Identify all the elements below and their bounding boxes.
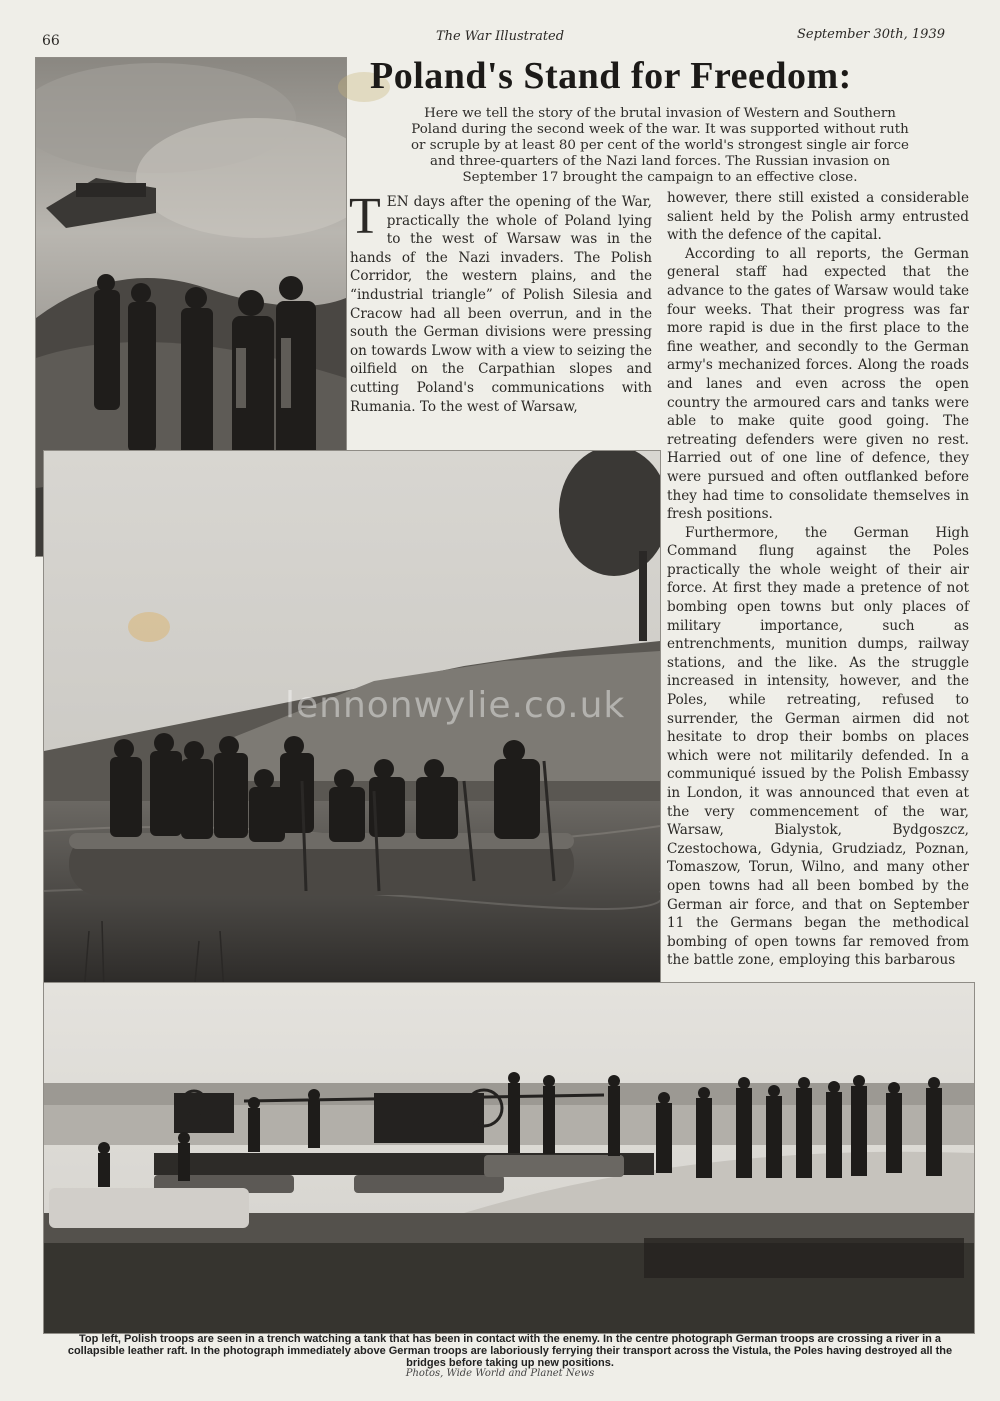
paper-stain [128,612,170,642]
column-2-paragraph-2: According to all reports, the German general staff had expected that the advance to the gates of Warsaw would take four weeks. That their progress was far more rapid is due in the first place to the fine weather, and secondly to the German army's mechanized forces. Along the roads and lanes and even across the open country the armoured cars and tanks were able to make quite good going. The retreating defenders were given no rest. Harried out of one line of defence, they were pursued and often outflanked before they had time to consolidate themselves in fresh positions. [667,245,969,523]
page-number: 66 [42,33,60,49]
ferry-photo [43,982,975,1334]
column-1-text: EN days after the opening of the War, practically the whole of Poland lying to the west of Warsaw was in the hands of the Nazi invaders. The Polish Corridor, the western plains, and the “industrial triangle” of Polish Silesia and Cracow had all been overrun, and in the south the German divisions were pressing on towards Lwow with a view to seizing the oilfield on the Carpathian slopes and cutting Poland's communications with Rumania. To the west of Warsaw, [350,194,652,415]
article-column-2 [667,189,969,970]
publication-title: The War Illustrated [435,29,565,44]
photo-credit: Photos, Wide World and Planet News [405,1368,595,1379]
column-2-paragraph-1: however, there still existed a considerable salient held by the Polish army entrusted with the defence of the capital. [667,190,969,244]
ferry-photo-image [44,983,974,1333]
standfirst: Here we tell the story of the brutal invasion of Western and Southern Poland during the second week of the war. It was supported without ruth or scruple by at least 80 per cent of the world's strongest single air force and three-quarters of the Nazi land forces. The Russian invasion on September 17 brought the campaign to an effective close. [411,106,909,185]
column-2-paragraph-3: Furthermore, the German High Command flung against the Poles practically the whole weight of their air force. At first they made a pretence of not bombing open towns but only places of military importance, such as entrenchments, munition dumps, railway stations, and the like. As the struggle increased in intensity, however, and the Poles, while retreating, refused to surrender, the German airmen did not hesitate to drop their bombs on places which were not militarily defended. In a communiqué issued by the Polish Embassy in London, it was announced that even at the very commencement of the war, Warsaw, Bialystok, Bydgoszcz, Czestochowa, Gdynia, Grudziadz, Poznan, Tomaszow, Torun, Wilno, and many other open towns had all been bombed by the German air force, and that on September 11 the Germans began the methodical bombing of open towns far removed from the battle zone, employing this barbarous [667,524,969,969]
issue-date: September 30th, 1939 [796,27,945,42]
watermark: lennonwylie.co.uk [285,685,626,726]
drop-cap: T [349,188,381,245]
article-column-1 [349,188,652,416]
headline: Poland's Stand for Freedom: [370,55,852,97]
photo-caption: Top left, Polish troops are seen in a trench watching a tank that has been in contact with the enemy. In the centre photograph German troops are crossing a river in a collapsible leather raft. In the photograph immediately above German troops are laboriously ferrying their transport across the Vistula, the Poles having destroyed all the bridges before taking up new positions. [67,1333,953,1369]
